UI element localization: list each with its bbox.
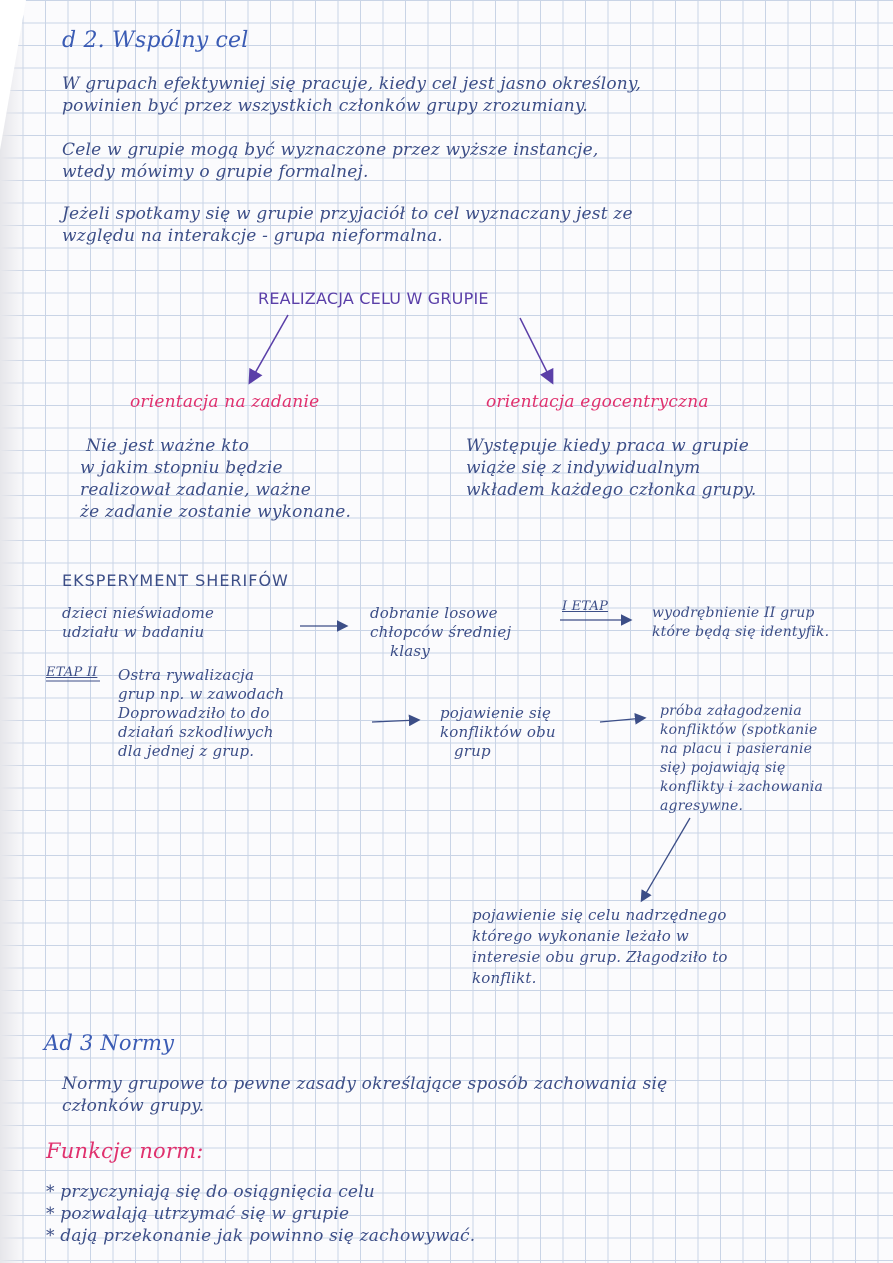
experiment-step: udziału w badaniu [62,623,205,641]
diagram-left-line: że zadanie zostanie wykonane. [80,502,352,522]
experiment-step: dla jednej z grup. [118,742,255,760]
diagram-right-line: wkładem każdego członka grupy. [466,480,757,500]
paragraph-line: członków grupy. [62,1096,205,1116]
experiment-step: dzieci nieświadome [62,604,215,622]
experiment-step: działań szkodliwych [118,723,274,741]
diagram-right-label: orientacja egocentryczna [486,392,709,412]
experiment-step: konfliktów obu [440,723,556,741]
diagram-left-line: realizował zadanie, ważne [80,480,312,500]
experiment-step: konflikt. [472,969,537,987]
experiment-step: pojawienie się [440,704,552,722]
experiment-step: na placu i pasieranie [660,741,813,757]
experiment-step: grup np. w zawodach [118,685,285,703]
experiment-step: klasy [390,642,431,660]
paragraph-line: względu na interakcje - grupa nieformalna. [62,226,443,246]
section-heading: Ad 3 Normy [44,1031,175,1055]
arrow-left [250,315,288,382]
diagram-left-line: w jakim stopniu będzie [80,458,283,478]
diagram-right-line: wiąże się z indywidualnym [466,458,701,478]
paragraph-line: Cele w grupie mogą być wyznaczone przez wyższe instancje, [62,140,599,160]
experiment-step: wyodrębnienie II grup [652,605,815,621]
experiment-step: agresywne. [660,798,744,814]
experiment-step: pojawienie się celu nadrzędnego [472,906,727,924]
paragraph-line: wtedy mówimy o grupie formalnej. [62,162,369,182]
experiment-step: które będą się identyfik. [652,624,830,640]
paragraph-line: powinien być przez wszystkich członków grupy zrozumiany. [62,96,589,116]
experiment-step: Doprowadziło to do [118,704,270,722]
arrow-row2-b [600,718,644,722]
paragraph-line: Jeżeli spotkamy się w grupie przyjaciół to cel wyznaczany jest ze [62,204,633,224]
diagram-right-line: Występuje kiedy praca w grupie [466,436,750,456]
paragraph-line: W grupach efektywniej się pracuje, kiedy cel jest jasno określony, [62,74,642,94]
experiment-title: EKSPERYMENT SHERIFÓW [62,571,289,590]
experiment-step: interesie obu grup. Złagodziło to [472,948,728,966]
experiment-step: którego wykonanie leżało w [472,927,689,945]
etap-label: ETAP II [46,665,98,680]
experiment-step: dobranie losowe [370,604,498,622]
function-item: * dają przekonanie jak powinno się zachowywać. [46,1226,476,1246]
experiment-step: chłopców średniej [370,623,512,641]
experiment-step: grup [454,742,491,760]
etap-label: I ETAP [562,599,609,614]
experiment-step: się) pojawiają się [660,760,786,776]
diagram-left-label: orientacja na zadanie [130,392,320,412]
diagram-left-line: Nie jest ważne kto [86,436,250,456]
page-fold-shadow [0,0,26,1263]
experiment-step: konfliktów (spotkanie [660,722,818,738]
torn-corner [0,0,26,150]
function-item: * przyczyniają się do osiągnięcia celu [46,1182,375,1202]
section-heading: d 2. Wspólny cel [62,28,249,53]
functions-title: Funkcje norm: [46,1139,204,1163]
paragraph-line: Normy grupowe to pewne zasady określające sposób zachowania się [62,1074,668,1094]
arrow-down [642,818,690,900]
arrow-row2-a [372,720,418,722]
experiment-step: konflikty i zachowania [660,779,824,795]
function-item: * pozwalają utrzymać się w grupie [46,1204,350,1224]
experiment-step: próba załagodzenia [660,703,802,719]
diagram-title: REALIZACJA CELU W GRUPIE [258,289,489,308]
experiment-step: Ostra rywalizacja [118,666,255,684]
arrow-right [520,318,552,382]
